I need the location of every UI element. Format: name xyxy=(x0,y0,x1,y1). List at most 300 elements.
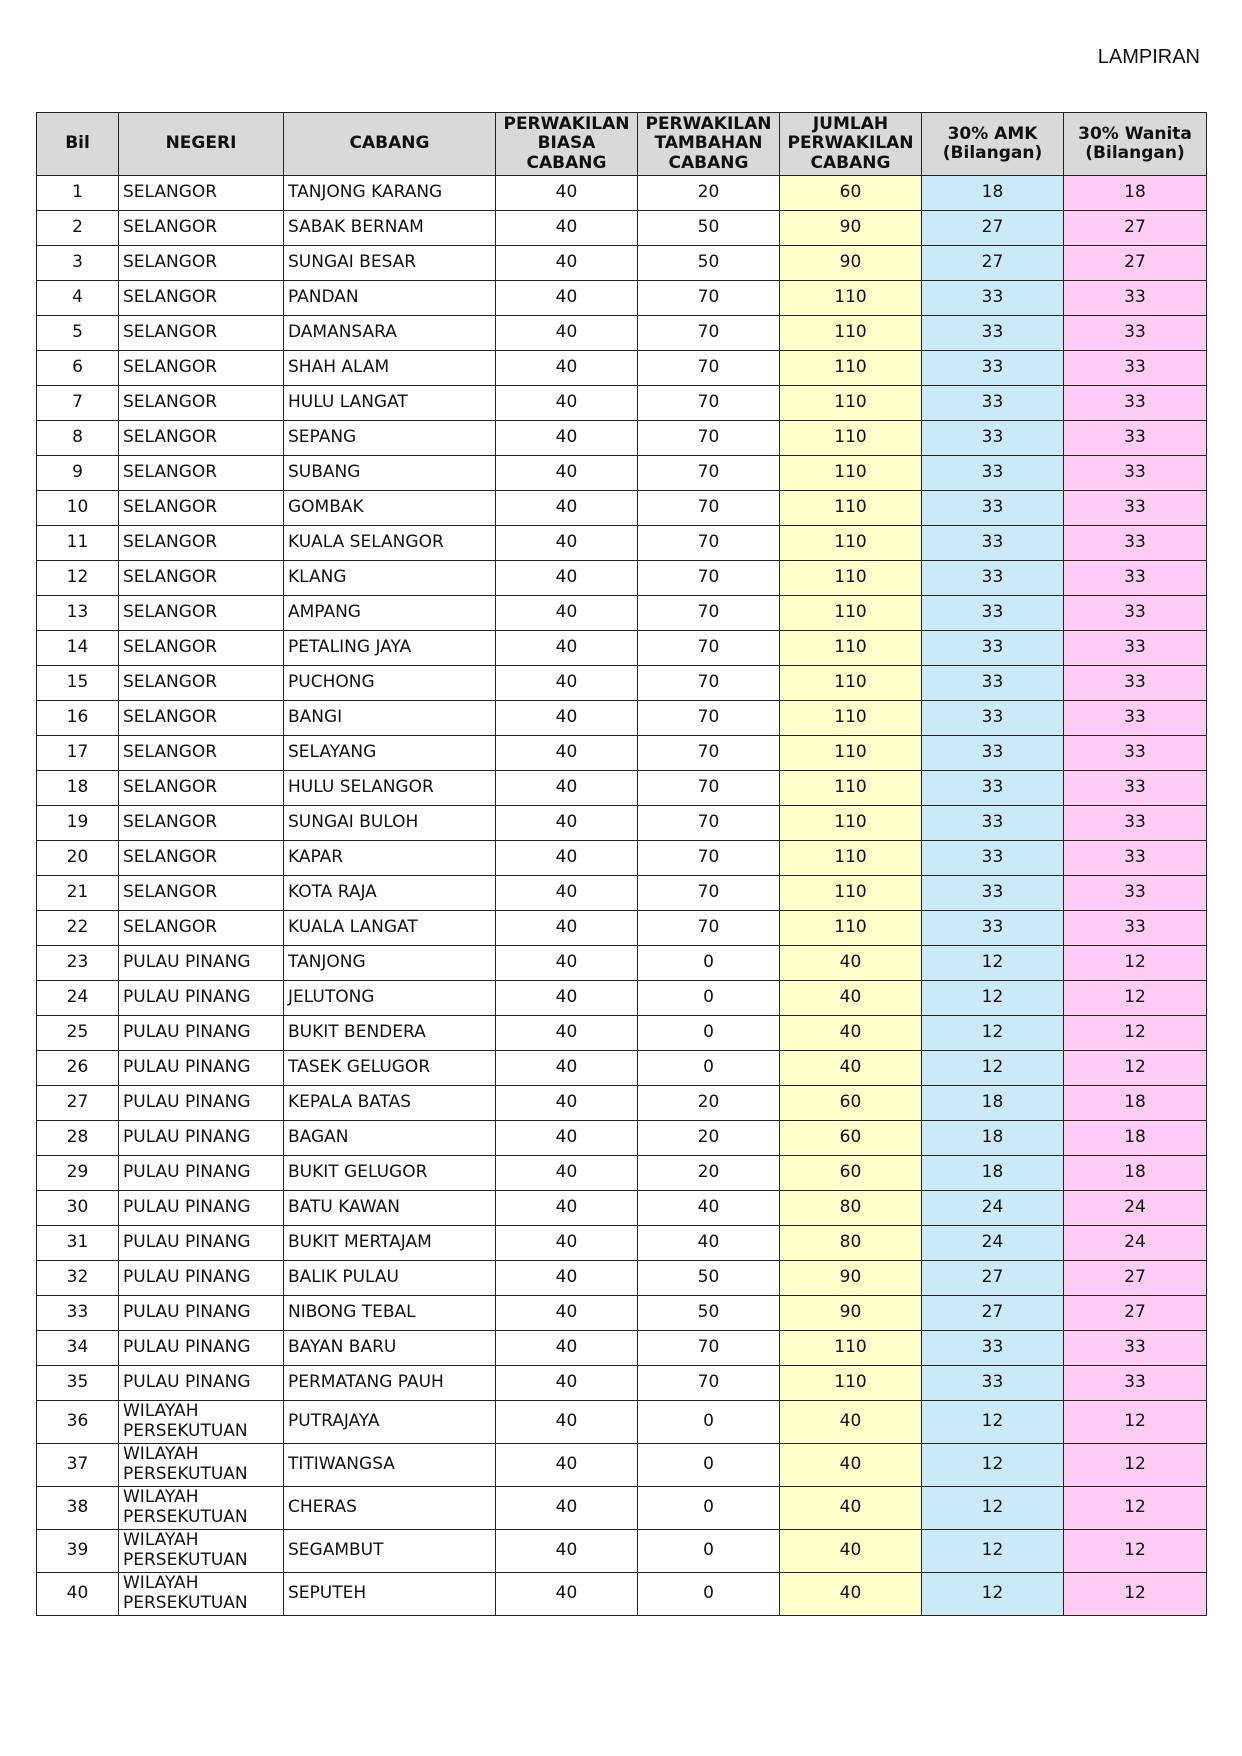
cell-perwakilan-biasa: 40 xyxy=(496,421,638,456)
cell-wanita: 24 xyxy=(1064,1191,1207,1226)
cell-perwakilan-biasa: 40 xyxy=(496,841,638,876)
header-amk: 30% AMK (Bilangan) xyxy=(922,113,1064,176)
cell-cabang: SHAH ALAM xyxy=(284,351,496,386)
cell-cabang: BANGI xyxy=(284,701,496,736)
cell-perwakilan-biasa: 40 xyxy=(496,176,638,211)
table-row xyxy=(37,1261,1207,1296)
cell-perwakilan-tambahan: 70 xyxy=(638,526,780,561)
cell-cabang: PUCHONG xyxy=(284,666,496,701)
cell-perwakilan-tambahan: 70 xyxy=(638,806,780,841)
cell-wanita: 12 xyxy=(1064,946,1207,981)
cell-negeri: SELANGOR xyxy=(119,911,284,946)
cell-perwakilan-tambahan: 50 xyxy=(638,1296,780,1331)
cell-amk: 33 xyxy=(922,841,1064,876)
cell-jumlah-perwakilan: 40 xyxy=(780,1530,922,1573)
cell-amk: 33 xyxy=(922,351,1064,386)
cell-wanita: 33 xyxy=(1064,806,1207,841)
cell-bil: 33 xyxy=(37,1296,119,1331)
cell-jumlah-perwakilan: 60 xyxy=(780,1156,922,1191)
cell-bil: 22 xyxy=(37,911,119,946)
cell-wanita: 18 xyxy=(1064,1086,1207,1121)
table-row xyxy=(37,666,1207,701)
table-row xyxy=(37,631,1207,666)
cell-jumlah-perwakilan: 90 xyxy=(780,1261,922,1296)
cell-bil: 27 xyxy=(37,1086,119,1121)
cell-negeri: SELANGOR xyxy=(119,806,284,841)
cell-perwakilan-tambahan: 70 xyxy=(638,666,780,701)
cell-cabang: SEPANG xyxy=(284,421,496,456)
cell-amk: 33 xyxy=(922,666,1064,701)
cell-negeri: PULAU PINANG xyxy=(119,1016,284,1051)
cell-bil: 3 xyxy=(37,246,119,281)
cell-amk: 12 xyxy=(922,1051,1064,1086)
cell-amk: 33 xyxy=(922,701,1064,736)
cell-perwakilan-biasa: 40 xyxy=(496,1530,638,1573)
cell-cabang: TANJONG xyxy=(284,946,496,981)
cell-jumlah-perwakilan: 110 xyxy=(780,841,922,876)
cell-wanita: 12 xyxy=(1064,1444,1207,1487)
cell-jumlah-perwakilan: 40 xyxy=(780,1051,922,1086)
cell-cabang: KOTA RAJA xyxy=(284,876,496,911)
cell-amk: 12 xyxy=(922,1401,1064,1444)
cell-jumlah-perwakilan: 110 xyxy=(780,666,922,701)
cell-jumlah-perwakilan: 110 xyxy=(780,771,922,806)
cell-bil: 30 xyxy=(37,1191,119,1226)
table-row xyxy=(37,491,1207,526)
cell-wanita: 33 xyxy=(1064,771,1207,806)
cell-perwakilan-biasa: 40 xyxy=(496,456,638,491)
cell-bil: 10 xyxy=(37,491,119,526)
cell-jumlah-perwakilan: 110 xyxy=(780,561,922,596)
cell-cabang: BAYAN BARU xyxy=(284,1331,496,1366)
cell-wanita: 12 xyxy=(1064,1530,1207,1573)
cell-jumlah-perwakilan: 40 xyxy=(780,1573,922,1616)
header-bil: Bil xyxy=(37,113,119,176)
cell-perwakilan-tambahan: 20 xyxy=(638,1086,780,1121)
table-row xyxy=(37,946,1207,981)
cell-amk: 27 xyxy=(922,1296,1064,1331)
cell-cabang: BAGAN xyxy=(284,1121,496,1156)
cell-jumlah-perwakilan: 90 xyxy=(780,1296,922,1331)
cell-perwakilan-biasa: 40 xyxy=(496,1573,638,1616)
cell-cabang: SABAK BERNAM xyxy=(284,211,496,246)
cell-perwakilan-biasa: 40 xyxy=(496,736,638,771)
cell-cabang: KUALA SELANGOR xyxy=(284,526,496,561)
cell-perwakilan-biasa: 40 xyxy=(496,1226,638,1261)
cell-bil: 5 xyxy=(37,316,119,351)
cell-wanita: 33 xyxy=(1064,841,1207,876)
cell-negeri: SELANGOR xyxy=(119,281,284,316)
cell-negeri: SELANGOR xyxy=(119,491,284,526)
cell-perwakilan-tambahan: 50 xyxy=(638,246,780,281)
cell-jumlah-perwakilan: 110 xyxy=(780,351,922,386)
cell-cabang: SUNGAI BESAR xyxy=(284,246,496,281)
cell-amk: 12 xyxy=(922,981,1064,1016)
cell-bil: 4 xyxy=(37,281,119,316)
cell-bil: 16 xyxy=(37,701,119,736)
cell-perwakilan-biasa: 40 xyxy=(496,351,638,386)
cell-bil: 17 xyxy=(37,736,119,771)
table-row xyxy=(37,1401,1207,1444)
cell-perwakilan-biasa: 40 xyxy=(496,1191,638,1226)
cell-negeri: WILAYAH PERSEKUTUAN xyxy=(119,1530,284,1573)
table-row xyxy=(37,876,1207,911)
cell-perwakilan-biasa: 40 xyxy=(496,1331,638,1366)
table-row xyxy=(37,1086,1207,1121)
table-row xyxy=(37,981,1207,1016)
table-row xyxy=(37,246,1207,281)
cell-perwakilan-tambahan: 0 xyxy=(638,1016,780,1051)
cell-perwakilan-biasa: 40 xyxy=(496,1051,638,1086)
cell-perwakilan-biasa: 40 xyxy=(496,1156,638,1191)
cell-amk: 24 xyxy=(922,1191,1064,1226)
cell-bil: 36 xyxy=(37,1401,119,1444)
table-row xyxy=(37,176,1207,211)
cell-wanita: 18 xyxy=(1064,1156,1207,1191)
cell-perwakilan-tambahan: 70 xyxy=(638,316,780,351)
cell-wanita: 33 xyxy=(1064,421,1207,456)
table-row xyxy=(37,1487,1207,1530)
cell-amk: 27 xyxy=(922,211,1064,246)
cell-amk: 33 xyxy=(922,316,1064,351)
table-row xyxy=(37,561,1207,596)
cell-negeri: SELANGOR xyxy=(119,561,284,596)
table-row xyxy=(37,841,1207,876)
cell-wanita: 33 xyxy=(1064,876,1207,911)
cell-amk: 18 xyxy=(922,1121,1064,1156)
cell-bil: 18 xyxy=(37,771,119,806)
cell-negeri: PULAU PINANG xyxy=(119,1051,284,1086)
cell-bil: 15 xyxy=(37,666,119,701)
cell-amk: 33 xyxy=(922,456,1064,491)
cell-bil: 7 xyxy=(37,386,119,421)
cell-negeri: WILAYAH PERSEKUTUAN xyxy=(119,1401,284,1444)
cell-wanita: 33 xyxy=(1064,596,1207,631)
cell-jumlah-perwakilan: 110 xyxy=(780,806,922,841)
cell-cabang: DAMANSARA xyxy=(284,316,496,351)
cell-perwakilan-biasa: 40 xyxy=(496,211,638,246)
cell-perwakilan-biasa: 40 xyxy=(496,1366,638,1401)
cell-amk: 27 xyxy=(922,246,1064,281)
cell-negeri: WILAYAH PERSEKUTUAN xyxy=(119,1487,284,1530)
cell-perwakilan-biasa: 40 xyxy=(496,526,638,561)
cell-amk: 33 xyxy=(922,386,1064,421)
table-row xyxy=(37,1444,1207,1487)
cell-negeri: SELANGOR xyxy=(119,876,284,911)
cell-perwakilan-tambahan: 0 xyxy=(638,981,780,1016)
cell-jumlah-perwakilan: 110 xyxy=(780,1366,922,1401)
cell-bil: 13 xyxy=(37,596,119,631)
table-row xyxy=(37,526,1207,561)
representation-table xyxy=(36,112,1207,1616)
cell-perwakilan-tambahan: 70 xyxy=(638,281,780,316)
lampiran-label: LAMPIRAN xyxy=(1097,46,1200,68)
cell-wanita: 24 xyxy=(1064,1226,1207,1261)
cell-amk: 33 xyxy=(922,526,1064,561)
cell-jumlah-perwakilan: 90 xyxy=(780,246,922,281)
cell-negeri: SELANGOR xyxy=(119,211,284,246)
cell-wanita: 33 xyxy=(1064,1331,1207,1366)
cell-cabang: CHERAS xyxy=(284,1487,496,1530)
cell-negeri: PULAU PINANG xyxy=(119,1156,284,1191)
cell-bil: 34 xyxy=(37,1331,119,1366)
cell-cabang: PANDAN xyxy=(284,281,496,316)
cell-cabang: TANJONG KARANG xyxy=(284,176,496,211)
cell-perwakilan-biasa: 40 xyxy=(496,246,638,281)
cell-perwakilan-biasa: 40 xyxy=(496,631,638,666)
cell-jumlah-perwakilan: 40 xyxy=(780,981,922,1016)
cell-bil: 2 xyxy=(37,211,119,246)
cell-wanita: 12 xyxy=(1064,1016,1207,1051)
cell-negeri: SELANGOR xyxy=(119,736,284,771)
table-row xyxy=(37,1016,1207,1051)
cell-wanita: 33 xyxy=(1064,316,1207,351)
cell-perwakilan-tambahan: 70 xyxy=(638,491,780,526)
cell-wanita: 33 xyxy=(1064,351,1207,386)
header-wanita: 30% Wanita (Bilangan) xyxy=(1064,113,1207,176)
cell-negeri: PULAU PINANG xyxy=(119,1331,284,1366)
cell-negeri: SELANGOR xyxy=(119,246,284,281)
cell-amk: 24 xyxy=(922,1226,1064,1261)
cell-amk: 12 xyxy=(922,1530,1064,1573)
cell-jumlah-perwakilan: 110 xyxy=(780,316,922,351)
cell-jumlah-perwakilan: 110 xyxy=(780,911,922,946)
cell-bil: 40 xyxy=(37,1573,119,1616)
cell-cabang: HULU SELANGOR xyxy=(284,771,496,806)
cell-jumlah-perwakilan: 110 xyxy=(780,456,922,491)
cell-cabang: KEPALA BATAS xyxy=(284,1086,496,1121)
cell-bil: 39 xyxy=(37,1530,119,1573)
cell-amk: 12 xyxy=(922,946,1064,981)
table-row xyxy=(37,1366,1207,1401)
table-row xyxy=(37,701,1207,736)
cell-perwakilan-biasa: 40 xyxy=(496,911,638,946)
cell-amk: 33 xyxy=(922,421,1064,456)
table-row xyxy=(37,596,1207,631)
cell-perwakilan-tambahan: 0 xyxy=(638,1444,780,1487)
cell-perwakilan-tambahan: 70 xyxy=(638,701,780,736)
cell-cabang: BATU KAWAN xyxy=(284,1191,496,1226)
cell-wanita: 27 xyxy=(1064,211,1207,246)
cell-perwakilan-tambahan: 70 xyxy=(638,771,780,806)
cell-cabang: PUTRAJAYA xyxy=(284,1401,496,1444)
cell-wanita: 18 xyxy=(1064,1121,1207,1156)
cell-perwakilan-tambahan: 70 xyxy=(638,456,780,491)
cell-wanita: 33 xyxy=(1064,736,1207,771)
cell-jumlah-perwakilan: 110 xyxy=(780,281,922,316)
cell-perwakilan-tambahan: 70 xyxy=(638,421,780,456)
cell-negeri: SELANGOR xyxy=(119,351,284,386)
cell-cabang: BUKIT GELUGOR xyxy=(284,1156,496,1191)
table-body xyxy=(37,176,1207,1616)
cell-negeri: PULAU PINANG xyxy=(119,1191,284,1226)
cell-bil: 23 xyxy=(37,946,119,981)
cell-negeri: PULAU PINANG xyxy=(119,1296,284,1331)
cell-perwakilan-biasa: 40 xyxy=(496,491,638,526)
cell-perwakilan-tambahan: 70 xyxy=(638,351,780,386)
cell-negeri: SELANGOR xyxy=(119,386,284,421)
cell-amk: 33 xyxy=(922,806,1064,841)
cell-perwakilan-tambahan: 20 xyxy=(638,1156,780,1191)
cell-perwakilan-biasa: 40 xyxy=(496,981,638,1016)
cell-jumlah-perwakilan: 60 xyxy=(780,1086,922,1121)
cell-cabang: JELUTONG xyxy=(284,981,496,1016)
table-row xyxy=(37,1296,1207,1331)
cell-jumlah-perwakilan: 110 xyxy=(780,701,922,736)
cell-amk: 12 xyxy=(922,1573,1064,1616)
header-cabang: CABANG xyxy=(284,113,496,176)
cell-perwakilan-tambahan: 0 xyxy=(638,1487,780,1530)
cell-cabang: PERMATANG PAUH xyxy=(284,1366,496,1401)
header-perwakilan-tambahan: PERWAKILAN TAMBAHAN CABANG xyxy=(638,113,780,176)
cell-negeri: PULAU PINANG xyxy=(119,1226,284,1261)
cell-perwakilan-biasa: 40 xyxy=(496,701,638,736)
cell-negeri: PULAU PINANG xyxy=(119,946,284,981)
cell-cabang: KLANG xyxy=(284,561,496,596)
cell-cabang: KUALA LANGAT xyxy=(284,911,496,946)
table-row xyxy=(37,1226,1207,1261)
cell-perwakilan-tambahan: 70 xyxy=(638,561,780,596)
cell-bil: 12 xyxy=(37,561,119,596)
cell-cabang: BALIK PULAU xyxy=(284,1261,496,1296)
cell-negeri: SELANGOR xyxy=(119,421,284,456)
cell-negeri: WILAYAH PERSEKUTUAN xyxy=(119,1573,284,1616)
cell-perwakilan-biasa: 40 xyxy=(496,596,638,631)
cell-perwakilan-biasa: 40 xyxy=(496,1401,638,1444)
cell-perwakilan-tambahan: 70 xyxy=(638,911,780,946)
table-row xyxy=(37,316,1207,351)
cell-wanita: 12 xyxy=(1064,1401,1207,1444)
table-row xyxy=(37,1156,1207,1191)
cell-bil: 19 xyxy=(37,806,119,841)
cell-jumlah-perwakilan: 40 xyxy=(780,1016,922,1051)
cell-perwakilan-tambahan: 40 xyxy=(638,1191,780,1226)
cell-perwakilan-tambahan: 70 xyxy=(638,596,780,631)
cell-cabang: BUKIT BENDERA xyxy=(284,1016,496,1051)
cell-perwakilan-biasa: 40 xyxy=(496,281,638,316)
cell-wanita: 33 xyxy=(1064,666,1207,701)
cell-perwakilan-biasa: 40 xyxy=(496,1086,638,1121)
table-header-row xyxy=(37,113,1207,176)
cell-bil: 14 xyxy=(37,631,119,666)
cell-bil: 1 xyxy=(37,176,119,211)
cell-cabang: GOMBAK xyxy=(284,491,496,526)
cell-bil: 6 xyxy=(37,351,119,386)
header-perwakilan-biasa: PERWAKILAN BIASA CABANG xyxy=(496,113,638,176)
cell-bil: 21 xyxy=(37,876,119,911)
cell-amk: 33 xyxy=(922,736,1064,771)
cell-cabang: HULU LANGAT xyxy=(284,386,496,421)
cell-perwakilan-biasa: 40 xyxy=(496,1296,638,1331)
cell-jumlah-perwakilan: 60 xyxy=(780,1121,922,1156)
table-row xyxy=(37,281,1207,316)
cell-perwakilan-biasa: 40 xyxy=(496,386,638,421)
cell-jumlah-perwakilan: 80 xyxy=(780,1226,922,1261)
cell-perwakilan-tambahan: 0 xyxy=(638,1573,780,1616)
cell-negeri: SELANGOR xyxy=(119,841,284,876)
cell-jumlah-perwakilan: 40 xyxy=(780,1487,922,1530)
cell-wanita: 33 xyxy=(1064,456,1207,491)
cell-negeri: SELANGOR xyxy=(119,176,284,211)
cell-wanita: 33 xyxy=(1064,701,1207,736)
cell-bil: 31 xyxy=(37,1226,119,1261)
table-row xyxy=(37,386,1207,421)
cell-bil: 9 xyxy=(37,456,119,491)
cell-perwakilan-biasa: 40 xyxy=(496,666,638,701)
header-jumlah-perwakilan: JUMLAH PERWAKILAN CABANG xyxy=(780,113,922,176)
table-row xyxy=(37,456,1207,491)
header-negeri: NEGERI xyxy=(119,113,284,176)
cell-perwakilan-biasa: 40 xyxy=(496,1487,638,1530)
cell-jumlah-perwakilan: 110 xyxy=(780,526,922,561)
cell-perwakilan-biasa: 40 xyxy=(496,771,638,806)
cell-bil: 28 xyxy=(37,1121,119,1156)
cell-negeri: PULAU PINANG xyxy=(119,1086,284,1121)
cell-amk: 33 xyxy=(922,771,1064,806)
cell-perwakilan-tambahan: 20 xyxy=(638,176,780,211)
table-row xyxy=(37,1121,1207,1156)
cell-jumlah-perwakilan: 110 xyxy=(780,1331,922,1366)
cell-negeri: PULAU PINANG xyxy=(119,981,284,1016)
cell-wanita: 33 xyxy=(1064,526,1207,561)
cell-bil: 32 xyxy=(37,1261,119,1296)
cell-jumlah-perwakilan: 110 xyxy=(780,596,922,631)
cell-wanita: 33 xyxy=(1064,491,1207,526)
cell-negeri: SELANGOR xyxy=(119,526,284,561)
cell-amk: 33 xyxy=(922,596,1064,631)
cell-wanita: 33 xyxy=(1064,281,1207,316)
cell-jumlah-perwakilan: 40 xyxy=(780,946,922,981)
cell-amk: 33 xyxy=(922,911,1064,946)
cell-wanita: 18 xyxy=(1064,176,1207,211)
cell-perwakilan-tambahan: 70 xyxy=(638,841,780,876)
cell-cabang: AMPANG xyxy=(284,596,496,631)
cell-amk: 33 xyxy=(922,281,1064,316)
cell-perwakilan-biasa: 40 xyxy=(496,1016,638,1051)
cell-perwakilan-tambahan: 50 xyxy=(638,211,780,246)
cell-amk: 33 xyxy=(922,561,1064,596)
table-row xyxy=(37,771,1207,806)
cell-negeri: PULAU PINANG xyxy=(119,1121,284,1156)
cell-jumlah-perwakilan: 80 xyxy=(780,1191,922,1226)
cell-perwakilan-biasa: 40 xyxy=(496,561,638,596)
cell-amk: 33 xyxy=(922,491,1064,526)
table-row xyxy=(37,806,1207,841)
cell-bil: 29 xyxy=(37,1156,119,1191)
cell-perwakilan-tambahan: 70 xyxy=(638,876,780,911)
cell-negeri: SELANGOR xyxy=(119,771,284,806)
table-row xyxy=(37,1530,1207,1573)
cell-amk: 27 xyxy=(922,1261,1064,1296)
cell-perwakilan-biasa: 40 xyxy=(496,806,638,841)
cell-perwakilan-tambahan: 0 xyxy=(638,946,780,981)
cell-jumlah-perwakilan: 110 xyxy=(780,386,922,421)
cell-wanita: 12 xyxy=(1064,981,1207,1016)
table-row xyxy=(37,736,1207,771)
cell-amk: 33 xyxy=(922,631,1064,666)
cell-wanita: 27 xyxy=(1064,1296,1207,1331)
cell-wanita: 27 xyxy=(1064,246,1207,281)
cell-bil: 25 xyxy=(37,1016,119,1051)
cell-jumlah-perwakilan: 110 xyxy=(780,491,922,526)
cell-wanita: 33 xyxy=(1064,631,1207,666)
cell-amk: 18 xyxy=(922,1086,1064,1121)
cell-bil: 37 xyxy=(37,1444,119,1487)
cell-amk: 18 xyxy=(922,176,1064,211)
cell-perwakilan-biasa: 40 xyxy=(496,946,638,981)
table-row xyxy=(37,1331,1207,1366)
cell-amk: 33 xyxy=(922,1366,1064,1401)
